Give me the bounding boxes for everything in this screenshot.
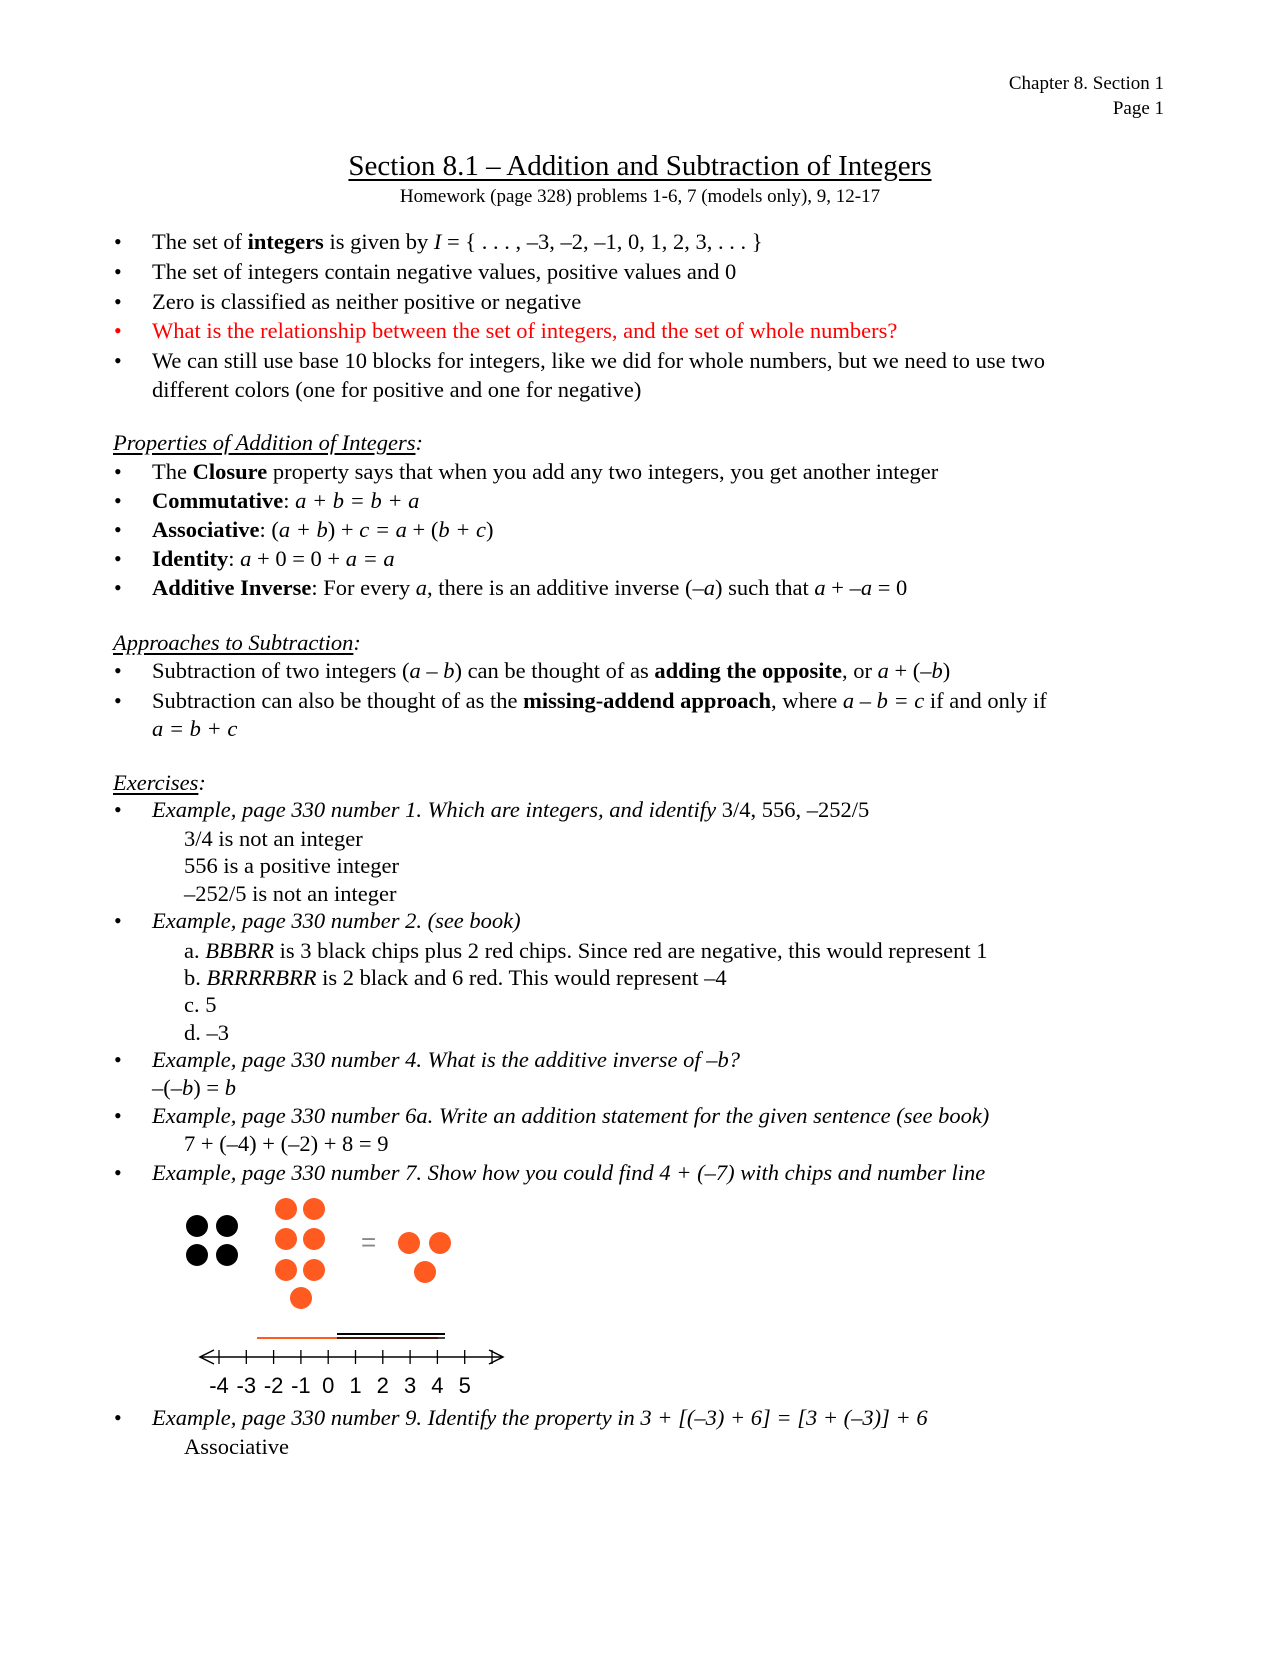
properties-heading: Properties of Addition of Integers: [113, 430, 423, 455]
bullet: • [114, 658, 122, 683]
tick-label: -1 [291, 1373, 311, 1398]
property-closure: The Closure property says that when you add any two integers, you get another integer [152, 459, 939, 484]
result-chips-group [398, 1232, 451, 1283]
red-chip [275, 1198, 297, 1220]
tick-label: 3 [403, 1373, 417, 1398]
bullet: • [114, 1160, 122, 1185]
intro-base10-line1: We can still use base 10 blocks for integers, like we did for whole numbers, but we need to use two [152, 348, 1045, 373]
exercise-1-answer: 556 is a positive integer [184, 853, 399, 878]
tick-label: -4 [209, 1373, 229, 1398]
exercise-2-part-b: b. BRRRRBRR is 2 black and 6 red. This would represent –4 [184, 965, 727, 990]
equals-sign: = [361, 1227, 377, 1257]
bullet: • [114, 1047, 122, 1072]
page-title: Section 8.1 – Addition and Subtraction of Integers [348, 150, 932, 182]
black-chip [216, 1215, 238, 1237]
black-chip [186, 1244, 208, 1266]
red-chip [398, 1232, 420, 1254]
subtraction-missing-addend-line2: a = b + c [152, 716, 238, 741]
red-chip [414, 1261, 436, 1283]
tick-label: 5 [458, 1373, 471, 1398]
chips-numberline-figure [180, 1195, 540, 1405]
exercise-2-part-d: d. –3 [184, 1020, 229, 1045]
tick-label: -2 [263, 1373, 284, 1398]
bullet: • [114, 546, 122, 571]
tick-label: 2 [376, 1373, 389, 1398]
tick-label: 0 [322, 1373, 335, 1398]
exercise-6a: Example, page 330 number 6a. Write an addition statement for the given sentence (see book) [152, 1103, 990, 1128]
exercises-heading: Exercises: [113, 770, 206, 795]
property-commutative: Commutative: a + b = b + a [152, 488, 420, 513]
exercise-7: Example, page 330 number 7. Show how you could find 4 + (–7) with chips and number line [152, 1160, 986, 1185]
exercise-9-answer: Associative [184, 1434, 289, 1459]
tick-label: 1 [349, 1373, 362, 1398]
bullet: • [114, 1405, 122, 1430]
bullet: • [114, 488, 122, 513]
exercise-4: Example, page 330 number 4. What is the additive inverse of –b? [152, 1047, 741, 1072]
header-chapter: Chapter 8. Section 1 [1008, 73, 1164, 94]
intro-question: What is the relationship between the set of integers, and the set of whole numbers? [152, 318, 898, 343]
black-chips-group [186, 1215, 238, 1266]
property-associative: Associative: (a + b) + c = a + (b + c) [152, 517, 494, 542]
homework-line: Homework (page 328) problems 1-6, 7 (models only), 9, 12-17 [399, 186, 881, 207]
header-page: Page 1 [1112, 98, 1164, 119]
property-identity: Identity: a + 0 = 0 + a = a [152, 546, 395, 571]
red-chip [303, 1228, 325, 1250]
tick-label: -3 [236, 1373, 257, 1398]
bullet: • [114, 259, 122, 284]
subtraction-opposite: Subtraction of two integers (a – b) can be thought of as adding the opposite, or a + (–b) [152, 658, 951, 683]
intro-integers-set: The set of integers is given by I = { . . . , –3, –2, –1, 0, 1, 2, 3, . . . } [152, 229, 763, 254]
bullet: • [114, 289, 122, 314]
exercise-9: Example, page 330 number 9. Identify the property in 3 + [(–3) + 6] = [3 + (–3)] + 6 [152, 1405, 928, 1430]
property-additive-inverse: Additive Inverse: For every a, there is an additive inverse (–a) such that a + –a = 0 [152, 575, 908, 600]
bullet: • [114, 229, 122, 254]
red-chip [275, 1259, 297, 1281]
red-chip [303, 1198, 325, 1220]
exercise-4-answer: –(–b) = b [152, 1075, 236, 1100]
bullet: • [114, 318, 122, 343]
red-chip [429, 1232, 451, 1254]
intro-contains: The set of integers contain negative values, positive values and 0 [152, 259, 737, 284]
bullet: • [114, 459, 122, 484]
bullet: • [114, 797, 122, 822]
subtraction-heading: Approaches to Subtraction: [113, 630, 361, 655]
bullet: • [114, 575, 122, 600]
exercise-2: Example, page 330 number 2. (see book) [152, 908, 521, 933]
exercise-2-part-c: c. 5 [184, 992, 217, 1017]
subtraction-missing-addend: Subtraction can also be thought of as the missing-addend approach, where a – b = c if and only if [152, 688, 1047, 713]
exercise-1-answer: 3/4 is not an integer [184, 826, 363, 851]
bullet: • [114, 517, 122, 542]
red-chip [275, 1228, 297, 1250]
red-chip [290, 1287, 312, 1309]
intro-base10-line2: different colors (one for positive and one for negative) [152, 377, 642, 402]
bullet: • [114, 688, 122, 713]
exercise-1-answer: –252/5 is not an integer [184, 881, 397, 906]
intro-zero: Zero is classified as neither positive or negative [152, 289, 582, 314]
exercise-1: Example, page 330 number 1. Which are integers, and identify 3/4, 556, –252/5 [152, 797, 870, 822]
bullet: • [114, 348, 122, 373]
black-chip [216, 1244, 238, 1266]
black-chip [186, 1215, 208, 1237]
bullet: • [114, 908, 122, 933]
red-chips-group [275, 1198, 325, 1309]
exercise-6a-answer: 7 + (–4) + (–2) + 8 = 9 [184, 1131, 389, 1156]
bullet: • [114, 1103, 122, 1128]
tick-label: 4 [431, 1373, 444, 1398]
red-chip [303, 1259, 325, 1281]
exercise-2-part-a: a. BBBRR is 3 black chips plus 2 red chips. Since red are negative, this would represent 1 [184, 938, 988, 963]
